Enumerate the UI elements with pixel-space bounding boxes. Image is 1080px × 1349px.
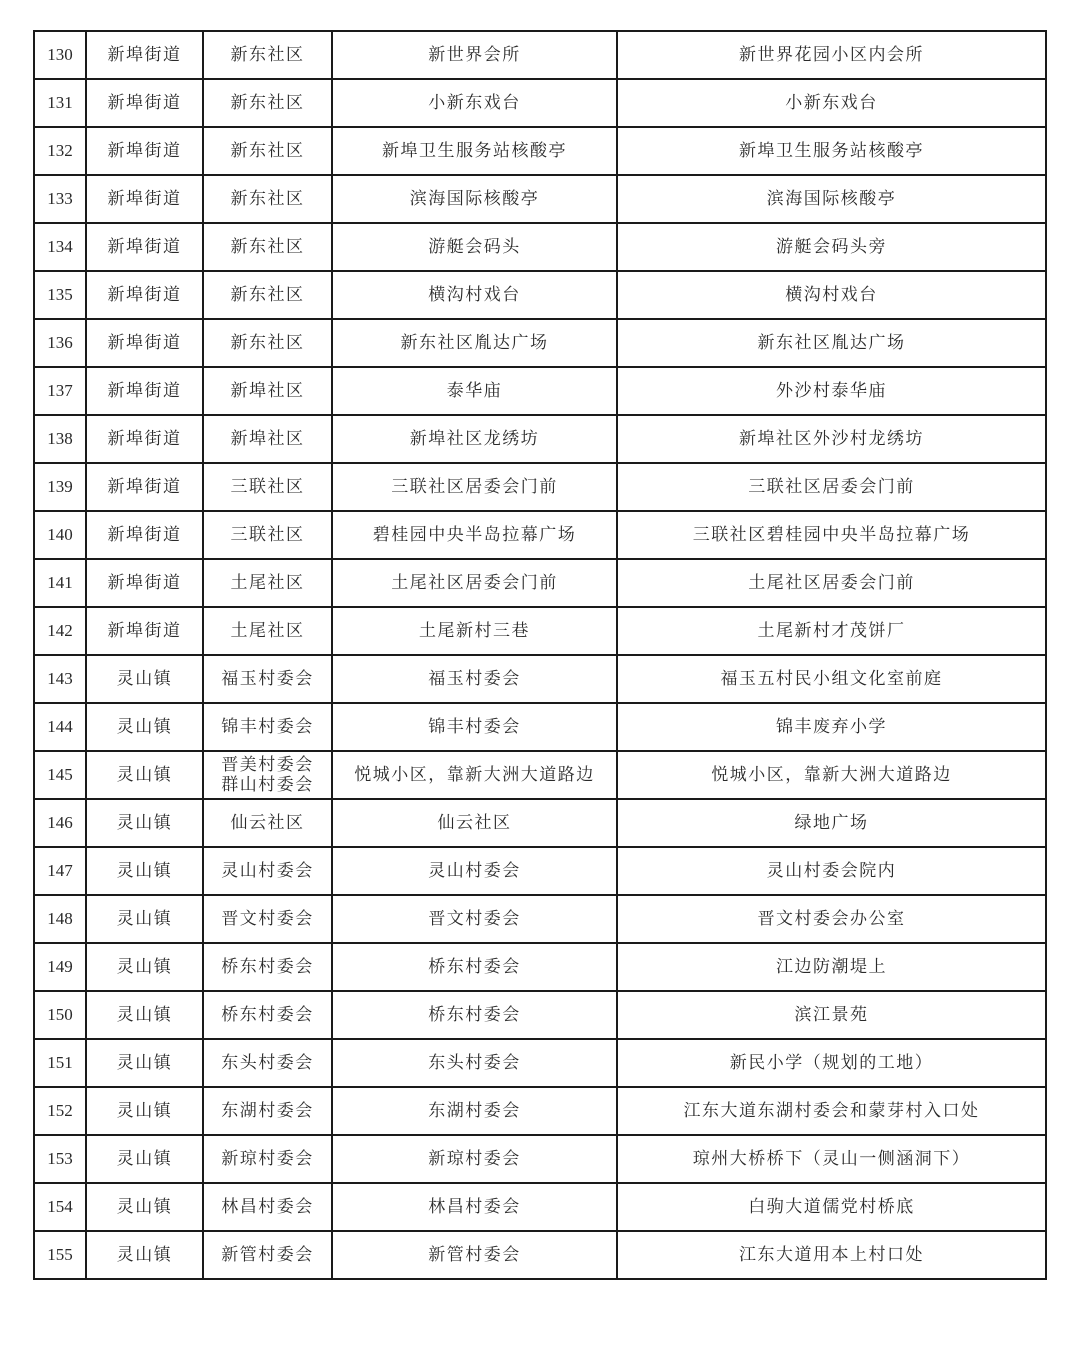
table-row <box>34 271 1046 319</box>
street-cell: 新埠街道 <box>86 31 203 79</box>
street-cell: 新埠街道 <box>86 79 203 127</box>
community-cell <box>203 271 332 319</box>
table-row <box>34 175 1046 223</box>
sampling-site-cell: 泰华庙 <box>332 367 617 415</box>
table-row <box>34 223 1046 271</box>
location-cell: 外沙村泰华庙 <box>617 367 1046 415</box>
community-name: 仙云社区 <box>230 813 305 833</box>
community-name: 东湖村委会 <box>221 1101 314 1121</box>
row-number-cell: 145 <box>34 751 86 799</box>
community-name: 新东社区 <box>230 333 305 353</box>
table-row <box>34 367 1046 415</box>
sampling-site-cell: 新埠卫生服务站核酸亭 <box>332 127 617 175</box>
street-cell: 新埠街道 <box>86 559 203 607</box>
row-number-cell: 149 <box>34 943 86 991</box>
community-name: 三联社区 <box>230 525 305 545</box>
street-cell: 灵山镇 <box>86 991 203 1039</box>
sampling-site-cell: 土尾新村三巷 <box>332 607 617 655</box>
table-row <box>34 1231 1046 1279</box>
table-body <box>34 31 1046 1279</box>
community-name: 新东社区 <box>230 237 305 257</box>
community-name: 新琼村委会 <box>221 1149 314 1169</box>
sampling-site-cell: 桥东村委会 <box>332 943 617 991</box>
sampling-site-cell: 桥东村委会 <box>332 991 617 1039</box>
row-number-cell: 130 <box>34 31 86 79</box>
community-name: 新埠社区 <box>230 429 305 449</box>
sampling-site-cell: 游艇会码头 <box>332 223 617 271</box>
sampling-site-cell: 新埠社区龙绣坊 <box>332 415 617 463</box>
sampling-site-cell: 三联社区居委会门前 <box>332 463 617 511</box>
row-number-cell: 151 <box>34 1039 86 1087</box>
street-cell: 新埠街道 <box>86 175 203 223</box>
community-name: 东头村委会 <box>221 1053 314 1073</box>
table-row <box>34 79 1046 127</box>
street-cell: 新埠街道 <box>86 511 203 559</box>
community-cell <box>203 751 332 799</box>
table-row <box>34 943 1046 991</box>
sampling-site-cell: 林昌村委会 <box>332 1183 617 1231</box>
sampling-site-cell: 新琼村委会 <box>332 1135 617 1183</box>
sampling-site-cell: 悦城小区，靠新大洲大道路边 <box>332 751 617 799</box>
street-cell: 灵山镇 <box>86 655 203 703</box>
sampling-site-cell: 新世界会所 <box>332 31 617 79</box>
community-cell <box>203 1039 332 1087</box>
table-row <box>34 463 1046 511</box>
location-cell: 土尾社区居委会门前 <box>617 559 1046 607</box>
table-row <box>34 1135 1046 1183</box>
street-cell: 新埠街道 <box>86 463 203 511</box>
location-cell: 琼州大桥桥下（灵山一侧涵洞下） <box>617 1135 1046 1183</box>
row-number-cell: 142 <box>34 607 86 655</box>
location-cell: 小新东戏台 <box>617 79 1046 127</box>
community-name: 三联社区 <box>230 477 305 497</box>
community-cell <box>203 175 332 223</box>
row-number-cell: 136 <box>34 319 86 367</box>
location-cell: 江东大道用本上村口处 <box>617 1231 1046 1279</box>
sampling-site-cell: 灵山村委会 <box>332 847 617 895</box>
row-number-cell: 148 <box>34 895 86 943</box>
table-row <box>34 703 1046 751</box>
community-name: 桥东村委会 <box>221 957 314 977</box>
community-cell <box>203 415 332 463</box>
street-cell: 新埠街道 <box>86 127 203 175</box>
location-cell: 江东大道东湖村委会和蒙芽村入口处 <box>617 1087 1046 1135</box>
row-number-cell: 137 <box>34 367 86 415</box>
table-row <box>34 799 1046 847</box>
community-cell <box>203 991 332 1039</box>
community-cell <box>203 559 332 607</box>
row-number-cell: 154 <box>34 1183 86 1231</box>
location-cell: 江边防潮堤上 <box>617 943 1046 991</box>
row-number-cell: 147 <box>34 847 86 895</box>
row-number-cell: 133 <box>34 175 86 223</box>
community-name: 土尾社区 <box>230 621 305 641</box>
community-cell <box>203 463 332 511</box>
street-cell: 新埠街道 <box>86 319 203 367</box>
street-cell: 新埠街道 <box>86 271 203 319</box>
community-cell <box>203 895 332 943</box>
community-cell <box>203 79 332 127</box>
community-cell <box>203 1087 332 1135</box>
community-name: 群山村委会 <box>221 775 314 795</box>
street-cell: 灵山镇 <box>86 1039 203 1087</box>
row-number-cell: 153 <box>34 1135 86 1183</box>
table-row <box>34 655 1046 703</box>
row-number-cell: 152 <box>34 1087 86 1135</box>
community-cell <box>203 1135 332 1183</box>
community-cell <box>203 943 332 991</box>
table-row <box>34 991 1046 1039</box>
sampling-site-cell: 新管村委会 <box>332 1231 617 1279</box>
sampling-site-cell: 东头村委会 <box>332 1039 617 1087</box>
community-cell <box>203 31 332 79</box>
location-cell: 福玉五村民小组文化室前庭 <box>617 655 1046 703</box>
community-cell <box>203 847 332 895</box>
community-cell <box>203 799 332 847</box>
street-cell: 灵山镇 <box>86 895 203 943</box>
row-number-cell: 131 <box>34 79 86 127</box>
community-name: 新东社区 <box>230 189 305 209</box>
testing-sites-table <box>33 30 1047 1280</box>
community-name: 晋美村委会 <box>221 755 314 775</box>
sampling-site-cell: 仙云社区 <box>332 799 617 847</box>
location-cell: 新东社区胤达广场 <box>617 319 1046 367</box>
row-number-cell: 143 <box>34 655 86 703</box>
street-cell: 灵山镇 <box>86 703 203 751</box>
sampling-site-cell: 横沟村戏台 <box>332 271 617 319</box>
location-cell: 土尾新村才茂饼厂 <box>617 607 1046 655</box>
location-cell: 新民小学（规划的工地） <box>617 1039 1046 1087</box>
street-cell: 灵山镇 <box>86 799 203 847</box>
community-name: 林昌村委会 <box>221 1197 314 1217</box>
row-number-cell: 140 <box>34 511 86 559</box>
location-cell: 滨海国际核酸亭 <box>617 175 1046 223</box>
location-cell: 三联社区居委会门前 <box>617 463 1046 511</box>
community-cell <box>203 1183 332 1231</box>
row-number-cell: 144 <box>34 703 86 751</box>
street-cell: 新埠街道 <box>86 415 203 463</box>
sampling-site-cell: 锦丰村委会 <box>332 703 617 751</box>
street-cell: 灵山镇 <box>86 751 203 799</box>
location-cell: 新世界花园小区内会所 <box>617 31 1046 79</box>
community-cell <box>203 655 332 703</box>
community-cell <box>203 607 332 655</box>
table-row <box>34 751 1046 799</box>
sampling-site-cell: 新东社区胤达广场 <box>332 319 617 367</box>
sampling-site-cell: 晋文村委会 <box>332 895 617 943</box>
community-cell <box>203 319 332 367</box>
community-name: 桥东村委会 <box>221 1005 314 1025</box>
community-cell <box>203 511 332 559</box>
community-name: 锦丰村委会 <box>221 717 314 737</box>
row-number-cell: 138 <box>34 415 86 463</box>
street-cell: 灵山镇 <box>86 1183 203 1231</box>
community-cell <box>203 367 332 415</box>
location-cell: 横沟村戏台 <box>617 271 1046 319</box>
location-cell: 绿地广场 <box>617 799 1046 847</box>
location-cell: 滨江景苑 <box>617 991 1046 1039</box>
location-cell: 白驹大道儒党村桥底 <box>617 1183 1046 1231</box>
location-cell: 三联社区碧桂园中央半岛拉幕广场 <box>617 511 1046 559</box>
table-row <box>34 607 1046 655</box>
community-name: 新东社区 <box>230 141 305 161</box>
street-cell: 灵山镇 <box>86 1231 203 1279</box>
community-name: 福玉村委会 <box>221 669 314 689</box>
row-number-cell: 132 <box>34 127 86 175</box>
location-cell: 灵山村委会院内 <box>617 847 1046 895</box>
sampling-site-cell: 福玉村委会 <box>332 655 617 703</box>
row-number-cell: 141 <box>34 559 86 607</box>
row-number-cell: 146 <box>34 799 86 847</box>
sampling-site-cell: 小新东戏台 <box>332 79 617 127</box>
street-cell: 灵山镇 <box>86 847 203 895</box>
street-cell: 灵山镇 <box>86 943 203 991</box>
sampling-site-cell: 碧桂园中央半岛拉幕广场 <box>332 511 617 559</box>
row-number-cell: 134 <box>34 223 86 271</box>
row-number-cell: 150 <box>34 991 86 1039</box>
community-cell <box>203 703 332 751</box>
community-name: 新东社区 <box>230 45 305 65</box>
community-cell <box>203 223 332 271</box>
row-number-cell: 135 <box>34 271 86 319</box>
street-cell: 新埠街道 <box>86 223 203 271</box>
row-number-cell: 155 <box>34 1231 86 1279</box>
sampling-site-cell: 土尾社区居委会门前 <box>332 559 617 607</box>
community-cell <box>203 1231 332 1279</box>
table-row <box>34 31 1046 79</box>
table-row <box>34 1039 1046 1087</box>
table-row <box>34 127 1046 175</box>
street-cell: 新埠街道 <box>86 607 203 655</box>
street-cell: 新埠街道 <box>86 367 203 415</box>
community-name: 新埠社区 <box>230 381 305 401</box>
community-name: 新东社区 <box>230 285 305 305</box>
community-name: 土尾社区 <box>230 573 305 593</box>
community-name: 新东社区 <box>230 93 305 113</box>
location-cell: 游艇会码头旁 <box>617 223 1046 271</box>
street-cell: 灵山镇 <box>86 1087 203 1135</box>
community-name: 晋文村委会 <box>221 909 314 929</box>
street-cell: 灵山镇 <box>86 1135 203 1183</box>
table-row <box>34 511 1046 559</box>
location-cell: 晋文村委会办公室 <box>617 895 1046 943</box>
location-cell: 悦城小区，靠新大洲大道路边 <box>617 751 1046 799</box>
community-cell <box>203 127 332 175</box>
table-row <box>34 415 1046 463</box>
community-name: 新管村委会 <box>221 1245 314 1265</box>
sampling-site-cell: 滨海国际核酸亭 <box>332 175 617 223</box>
sampling-site-cell: 东湖村委会 <box>332 1087 617 1135</box>
location-cell: 新埠社区外沙村龙绣坊 <box>617 415 1046 463</box>
table-row <box>34 559 1046 607</box>
table-row <box>34 319 1046 367</box>
location-cell: 新埠卫生服务站核酸亭 <box>617 127 1046 175</box>
community-name: 灵山村委会 <box>221 861 314 881</box>
table-row <box>34 895 1046 943</box>
location-cell: 锦丰废弃小学 <box>617 703 1046 751</box>
table-row <box>34 1087 1046 1135</box>
table-row <box>34 847 1046 895</box>
row-number-cell: 139 <box>34 463 86 511</box>
table-row <box>34 1183 1046 1231</box>
